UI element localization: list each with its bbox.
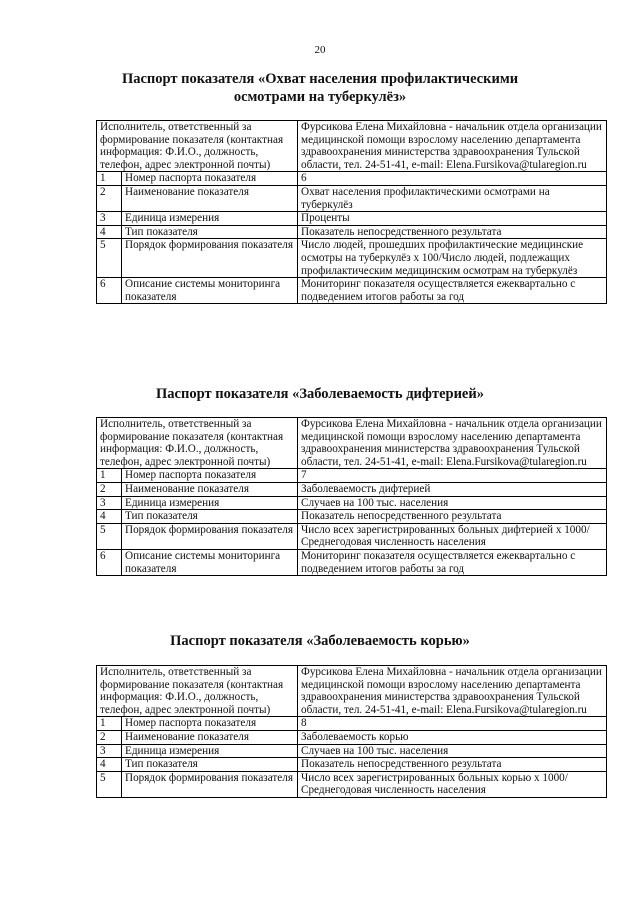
row-number: 2 [97,730,122,744]
row-value: Заболеваемость корью [298,730,607,744]
row-label: Номер паспорта показателя [122,717,298,731]
row-value: Число всех зарегистрированных больных дифтерией x 1000/Среднегодовая численность населения [298,523,607,549]
row-value: Показатель непосредственного результата [298,225,607,239]
section-title [0,70,640,106]
table-row [97,523,607,549]
section-title [0,385,640,403]
table-row [97,510,607,524]
row-number: 5 [97,771,122,797]
table-row [97,730,607,744]
row-number: 3 [97,744,122,758]
row-label: Тип показателя [122,758,298,772]
row-number: 1 [97,717,122,731]
row-number: 4 [97,510,122,524]
table-row [97,717,607,731]
row-number: 1 [97,469,122,483]
row-label: Наименование показателя [122,482,298,496]
row-number: 3 [97,212,122,226]
table-row [97,225,607,239]
row-number: 6 [97,278,122,304]
table-row [97,482,607,496]
table-row [97,549,607,575]
table-row [97,666,607,717]
row-number: 4 [97,758,122,772]
row-value: Случаев на 100 тыс. населения [298,496,607,510]
table-row [97,278,607,304]
executor-label: Исполнитель, ответственный за формирование показателя (контактная информация: Ф.И.О., должность, телефон, адрес электронной почты) [97,121,298,172]
row-number: 5 [97,523,122,549]
row-label: Единица измерения [122,744,298,758]
table-row [97,758,607,772]
table-row [97,239,607,278]
table-row [97,172,607,186]
table-row [97,121,607,172]
passport-table-8 [96,665,607,798]
row-value: Показатель непосредственного результата [298,510,607,524]
passport-table-7 [96,417,607,576]
row-value: 8 [298,717,607,731]
row-value: Случаев на 100 тыс. населения [298,744,607,758]
passport-table-6 [96,120,607,304]
row-value: Число всех зарегистрированных больных корью x 1000/Среднегодовая численность населения [298,771,607,797]
row-label: Тип показателя [122,510,298,524]
row-label: Порядок формирования показателя [122,239,298,278]
row-number: 2 [97,482,122,496]
executor-value: Фурсикова Елена Михайловна - начальник отдела организации медицинской помощи взрослому населению департамента здравоохранения министерства здравоохранения Тульской области, тел. 24-51-41, e-mail: Elena.Fursikova@tularegion.ru [298,666,607,717]
row-value: 7 [298,469,607,483]
table-row [97,212,607,226]
row-value: Охват населения профилактическими осмотрами на туберкулёз [298,185,607,211]
row-value: Заболеваемость дифтерией [298,482,607,496]
row-value: 6 [298,172,607,186]
title-line: Паспорт показателя «Заболеваемость корью» [170,633,470,649]
table-row [97,744,607,758]
row-label: Единица измерения [122,212,298,226]
title-line: Паспорт показателя «Заболеваемость дифтерией» [156,386,484,402]
page-number: 20 [314,44,326,56]
row-label: Наименование показателя [122,730,298,744]
executor-value: Фурсикова Елена Михайловна - начальник отдела организации медицинской помощи взрослому населению департамента здравоохранения министерства здравоохранения Тульской области, тел. 24-51-41, e-mail: Elena.Fursikova@tularegion.ru [298,121,607,172]
title-line: Паспорт показателя «Охват населения профилактическими [121,71,519,87]
row-number: 4 [97,225,122,239]
row-label: Порядок формирования показателя [122,523,298,549]
row-label: Номер паспорта показателя [122,469,298,483]
row-value: Мониторинг показателя осуществляется ежеквартально с подведением итогов работы за год [298,278,607,304]
row-number: 1 [97,172,122,186]
executor-label: Исполнитель, ответственный за формирование показателя (контактная информация: Ф.И.О., должность, телефон, адрес электронной почты) [97,418,298,469]
row-label: Единица измерения [122,496,298,510]
executor-label: Исполнитель, ответственный за формирование показателя (контактная информация: Ф.И.О., должность, телефон, адрес электронной почты) [97,666,298,717]
row-value: Показатель непосредственного результата [298,758,607,772]
table-row [97,469,607,483]
section-title [0,632,640,650]
row-value: Число людей, прошедших профилактические медицинские осмотры на туберкулёз x 100/Число людей, подлежащих профилактическим медицинским осмотрам на туберкулёз [298,239,607,278]
table-row [97,496,607,510]
row-label: Описание системы мониторинга показателя [122,278,298,304]
title-line: осмотрами на туберкулёз» [233,89,407,105]
row-label: Порядок формирования показателя [122,771,298,797]
row-number: 6 [97,549,122,575]
row-label: Описание системы мониторинга показателя [122,549,298,575]
table-row [97,185,607,211]
row-value: Проценты [298,212,607,226]
executor-value: Фурсикова Елена Михайловна - начальник отдела организации медицинской помощи взрослому населению департамента здравоохранения министерства здравоохранения Тульской области, тел. 24-51-41, e-mail: Elena.Fursikova@tularegion.ru [298,418,607,469]
row-number: 3 [97,496,122,510]
row-number: 2 [97,185,122,211]
row-label: Наименование показателя [122,185,298,211]
table-row [97,418,607,469]
row-value: Мониторинг показателя осуществляется ежеквартально с подведением итогов работы за год [298,549,607,575]
row-label: Тип показателя [122,225,298,239]
row-label: Номер паспорта показателя [122,172,298,186]
table-row [97,771,607,797]
row-number: 5 [97,239,122,278]
